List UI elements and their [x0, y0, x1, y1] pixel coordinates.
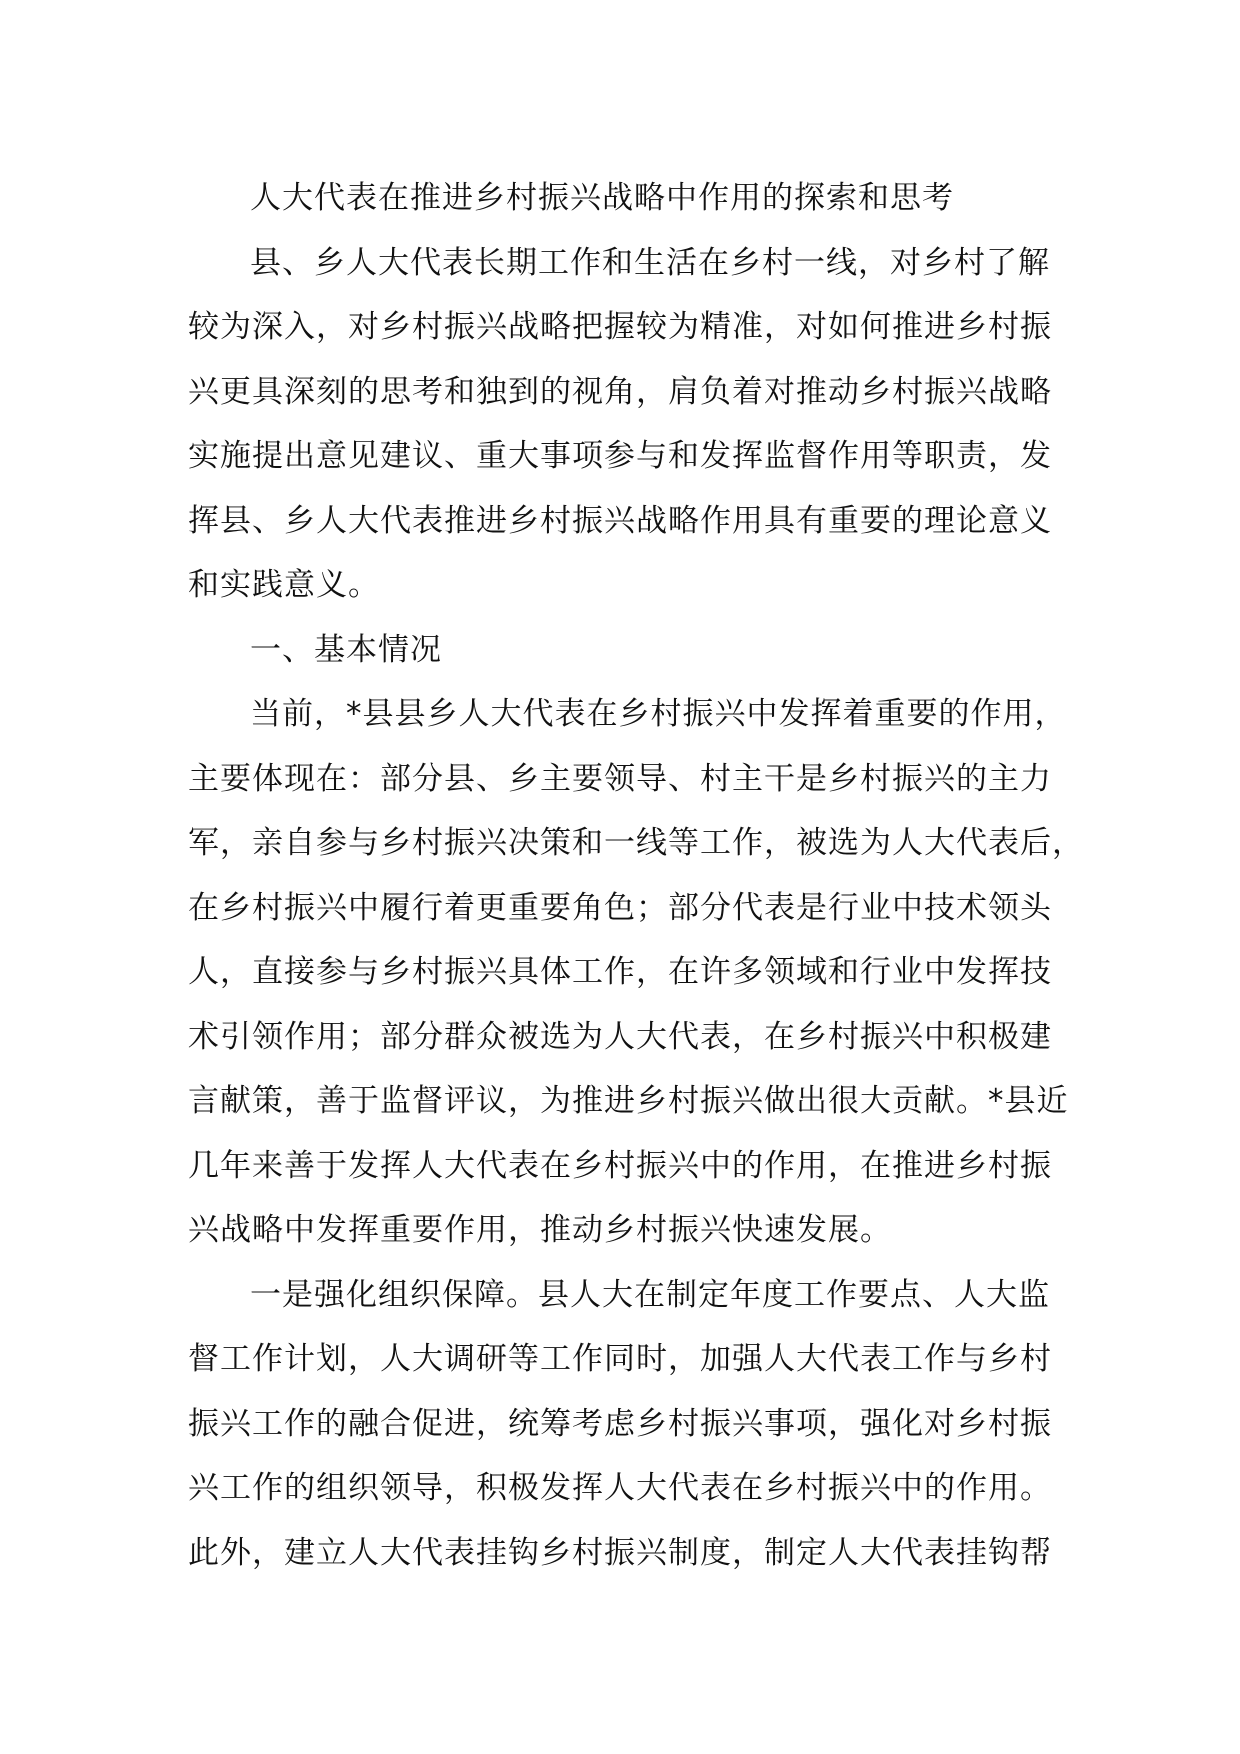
paragraph-line: 术引领作用；部分群众被选为人大代表，在乡村振兴中积极建 — [188, 1018, 1052, 1055]
paragraph-line: 兴更具深刻的思考和独到的视角，肩负着对推动乡村振兴战略 — [188, 373, 1052, 410]
section-heading: 一、基本情况 — [250, 631, 442, 668]
paragraph-line: 督工作计划，人大调研等工作同时，加强人大代表工作与乡村 — [188, 1341, 1052, 1377]
paragraph-line: 言献策，善于监督评议，为推进乡村振兴做出很大贡献。*县近 — [188, 1083, 1069, 1119]
document-body — [188, 166, 1084, 1585]
paragraph-line: 几年来善于发挥人大代表在乡村振兴中的作用，在推进乡村振 — [188, 1147, 1052, 1184]
paragraph-line: 在乡村振兴中履行着更重要角色；部分代表是行业中技术领头 — [188, 889, 1052, 926]
paragraph-line: 主要体现在：部分县、乡主要领导、村主干是乡村振兴的主力 — [188, 760, 1052, 797]
paragraph-line: 挥县、乡人大代表推进乡村振兴战略作用具有重要的理论意义 — [188, 502, 1052, 539]
paragraph-line: 较为深入，对乡村振兴战略把握较为精准，对如何推进乡村振 — [188, 309, 1052, 345]
paragraph-line: 实施提出意见建议、重大事项参与和发挥监督作用等职责，发 — [188, 438, 1052, 474]
paragraph-line: 和实践意义。 — [188, 567, 380, 603]
paragraph-line: 振兴工作的融合促进，统筹考虑乡村振兴事项，强化对乡村振 — [188, 1405, 1052, 1442]
paragraph-line: 人，直接参与乡村振兴具体工作，在许多领域和行业中发挥技 — [188, 954, 1052, 990]
paragraph-line: 兴工作的组织领导，积极发挥人大代表在乡村振兴中的作用。 — [188, 1470, 1052, 1506]
paragraph-intro — [188, 231, 1058, 618]
paragraph-basic-situation — [188, 682, 1084, 1263]
paragraph-line: 一是强化组织保障。县人大在制定年度工作要点、人大监 — [250, 1276, 1050, 1313]
document-title: 人大代表在推进乡村振兴战略中作用的探索和思考 — [250, 180, 954, 216]
paragraph-organization-guarantee — [188, 1263, 1058, 1586]
paragraph-line: 县、乡人大代表长期工作和生活在乡村一线，对乡村了解 — [250, 244, 1050, 281]
paragraph-line: 当前，*县县乡人大代表在乡村振兴中发挥着重要的作用， — [250, 696, 1067, 732]
paragraph-line: 此外，建立人大代表挂钩乡村振兴制度，制定人大代表挂钩帮 — [188, 1534, 1052, 1571]
paragraph-line: 军，亲自参与乡村振兴决策和一线等工作，被选为人大代表后， — [188, 825, 1084, 861]
paragraph-line: 兴战略中发挥重要作用，推动乡村振兴快速发展。 — [188, 1212, 892, 1248]
